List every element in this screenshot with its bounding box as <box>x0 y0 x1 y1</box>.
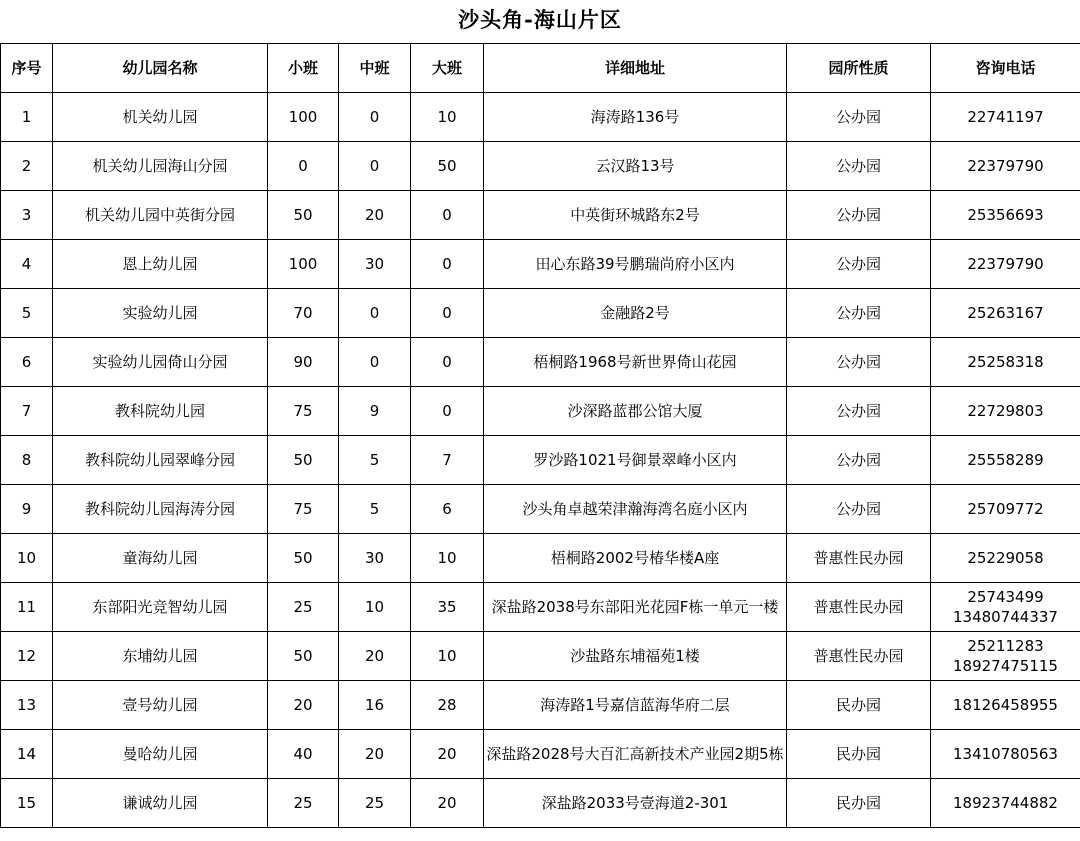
cell-large-class: 0 <box>411 338 484 387</box>
cell-large-class: 50 <box>411 142 484 191</box>
cell-type: 公办园 <box>787 289 931 338</box>
phone-number: 13480744337 <box>953 608 1058 626</box>
cell-kindergarten-name: 实验幼儿园 <box>53 289 268 338</box>
cell-kindergarten-name: 童海幼儿园 <box>53 534 268 583</box>
cell-type: 普惠性民办园 <box>787 632 931 681</box>
cell-small-class: 0 <box>268 142 339 191</box>
cell-kindergarten-name: 机关幼儿园海山分园 <box>53 142 268 191</box>
cell-kindergarten-name: 曼哈幼儿园 <box>53 730 268 779</box>
phone-number: 22741197 <box>967 107 1044 126</box>
cell-phone <box>931 191 1080 240</box>
cell-address: 深盐路2033号壹海道2-301 <box>484 779 787 828</box>
cell-large-class: 7 <box>411 436 484 485</box>
phone-number: 25211283 <box>967 637 1044 655</box>
cell-middle-class: 25 <box>339 779 411 828</box>
header-phone: 咨询电话 <box>931 44 1080 93</box>
cell-phone <box>931 436 1080 485</box>
table-row <box>1 485 1080 534</box>
cell-small-class: 90 <box>268 338 339 387</box>
cell-phone <box>931 485 1080 534</box>
cell-large-class: 0 <box>411 191 484 240</box>
phone-number: 22379790 <box>967 254 1044 273</box>
cell-middle-class: 5 <box>339 485 411 534</box>
cell-small-class: 25 <box>268 779 339 828</box>
cell-type: 公办园 <box>787 191 931 240</box>
cell-type: 民办园 <box>787 730 931 779</box>
header-type: 园所性质 <box>787 44 931 93</box>
cell-index: 6 <box>1 338 53 387</box>
cell-kindergarten-name: 壹号幼儿园 <box>53 681 268 730</box>
cell-middle-class: 5 <box>339 436 411 485</box>
cell-small-class: 50 <box>268 436 339 485</box>
cell-index: 11 <box>1 583 53 632</box>
header-name: 幼儿园名称 <box>53 44 268 93</box>
cell-address: 中英街环城路东2号 <box>484 191 787 240</box>
phone-number: 25263167 <box>967 303 1044 322</box>
table-row <box>1 387 1080 436</box>
table-row <box>1 93 1080 142</box>
cell-phone <box>931 583 1080 632</box>
table-row <box>1 240 1080 289</box>
phone-number: 25229058 <box>967 548 1044 567</box>
cell-address: 沙深路蓝郡公馆大厦 <box>484 387 787 436</box>
cell-index: 3 <box>1 191 53 240</box>
cell-index: 13 <box>1 681 53 730</box>
kindergarten-table <box>0 43 1080 828</box>
cell-middle-class: 0 <box>339 338 411 387</box>
cell-index: 1 <box>1 93 53 142</box>
phone-number: 22379790 <box>967 156 1044 175</box>
phone-number: 13410780563 <box>953 744 1058 763</box>
cell-kindergarten-name: 教科院幼儿园翠峰分园 <box>53 436 268 485</box>
cell-large-class: 0 <box>411 240 484 289</box>
cell-large-class: 10 <box>411 534 484 583</box>
cell-small-class: 100 <box>268 240 339 289</box>
cell-large-class: 35 <box>411 583 484 632</box>
cell-middle-class: 0 <box>339 142 411 191</box>
cell-middle-class: 20 <box>339 191 411 240</box>
phone-number: 22729803 <box>967 401 1044 420</box>
phone-number: 25709772 <box>967 499 1044 518</box>
cell-index: 2 <box>1 142 53 191</box>
cell-address: 海涛路136号 <box>484 93 787 142</box>
table-row <box>1 583 1080 632</box>
cell-middle-class: 16 <box>339 681 411 730</box>
phone-number: 25356693 <box>967 205 1044 224</box>
cell-middle-class: 0 <box>339 93 411 142</box>
cell-type: 公办园 <box>787 485 931 534</box>
cell-phone <box>931 632 1080 681</box>
phone-number: 25558289 <box>967 450 1044 469</box>
cell-kindergarten-name: 教科院幼儿园海涛分园 <box>53 485 268 534</box>
cell-type: 公办园 <box>787 387 931 436</box>
cell-address: 海涛路1号嘉信蓝海华府二层 <box>484 681 787 730</box>
cell-small-class: 50 <box>268 534 339 583</box>
cell-small-class: 25 <box>268 583 339 632</box>
header-middle-class: 中班 <box>339 44 411 93</box>
cell-small-class: 70 <box>268 289 339 338</box>
table-row <box>1 191 1080 240</box>
cell-small-class: 40 <box>268 730 339 779</box>
cell-small-class: 20 <box>268 681 339 730</box>
cell-phone <box>931 779 1080 828</box>
cell-kindergarten-name: 东埔幼儿园 <box>53 632 268 681</box>
cell-large-class: 10 <box>411 93 484 142</box>
cell-large-class: 28 <box>411 681 484 730</box>
table-row <box>1 338 1080 387</box>
cell-index: 8 <box>1 436 53 485</box>
cell-type: 普惠性民办园 <box>787 583 931 632</box>
cell-small-class: 100 <box>268 93 339 142</box>
phone-number: 25743499 <box>967 588 1044 606</box>
cell-middle-class: 20 <box>339 730 411 779</box>
cell-small-class: 50 <box>268 632 339 681</box>
phone-number: 18923744882 <box>953 793 1058 812</box>
cell-type: 公办园 <box>787 240 931 289</box>
cell-small-class: 75 <box>268 485 339 534</box>
table-row <box>1 142 1080 191</box>
cell-kindergarten-name: 教科院幼儿园 <box>53 387 268 436</box>
table-row <box>1 632 1080 681</box>
cell-middle-class: 9 <box>339 387 411 436</box>
cell-phone <box>931 387 1080 436</box>
cell-type: 公办园 <box>787 436 931 485</box>
cell-type: 民办园 <box>787 779 931 828</box>
cell-phone <box>931 93 1080 142</box>
cell-middle-class: 30 <box>339 240 411 289</box>
page-title: 沙头角-海山片区 <box>458 7 622 32</box>
cell-address: 梧桐路2002号椿华楼A座 <box>484 534 787 583</box>
cell-index: 15 <box>1 779 53 828</box>
cell-index: 7 <box>1 387 53 436</box>
cell-large-class: 0 <box>411 289 484 338</box>
table-row <box>1 779 1080 828</box>
cell-address: 沙盐路东埔福苑1楼 <box>484 632 787 681</box>
cell-kindergarten-name: 谦诚幼儿园 <box>53 779 268 828</box>
cell-type: 公办园 <box>787 142 931 191</box>
header-index: 序号 <box>1 44 53 93</box>
header-small-class: 小班 <box>268 44 339 93</box>
cell-kindergarten-name: 机关幼儿园 <box>53 93 268 142</box>
table-row <box>1 289 1080 338</box>
cell-address: 深盐路2038号东部阳光花园F栋一单元一楼 <box>484 583 787 632</box>
table-row <box>1 436 1080 485</box>
cell-large-class: 20 <box>411 730 484 779</box>
cell-middle-class: 10 <box>339 583 411 632</box>
cell-phone <box>931 289 1080 338</box>
cell-small-class: 75 <box>268 387 339 436</box>
cell-phone <box>931 681 1080 730</box>
cell-address: 沙头角卓越荣津瀚海湾名庭小区内 <box>484 485 787 534</box>
cell-address: 深盐路2028号大百汇高新技术产业园2期5栋 <box>484 730 787 779</box>
phone-number: 18927475115 <box>953 657 1058 675</box>
cell-large-class: 10 <box>411 632 484 681</box>
cell-middle-class: 30 <box>339 534 411 583</box>
cell-index: 12 <box>1 632 53 681</box>
cell-kindergarten-name: 实验幼儿园倚山分园 <box>53 338 268 387</box>
table-row <box>1 534 1080 583</box>
table-body <box>1 93 1080 828</box>
cell-index: 10 <box>1 534 53 583</box>
cell-kindergarten-name: 恩上幼儿园 <box>53 240 268 289</box>
table-row <box>1 681 1080 730</box>
cell-type: 公办园 <box>787 93 931 142</box>
cell-address: 梧桐路1968号新世界倚山花园 <box>484 338 787 387</box>
cell-index: 4 <box>1 240 53 289</box>
cell-large-class: 0 <box>411 387 484 436</box>
cell-phone <box>931 142 1080 191</box>
cell-index: 9 <box>1 485 53 534</box>
cell-address: 云汉路13号 <box>484 142 787 191</box>
cell-middle-class: 0 <box>339 289 411 338</box>
cell-type: 民办园 <box>787 681 931 730</box>
cell-type: 普惠性民办园 <box>787 534 931 583</box>
cell-phone <box>931 730 1080 779</box>
cell-kindergarten-name: 东部阳光竞智幼儿园 <box>53 583 268 632</box>
cell-middle-class: 20 <box>339 632 411 681</box>
cell-small-class: 50 <box>268 191 339 240</box>
cell-phone <box>931 338 1080 387</box>
cell-phone <box>931 534 1080 583</box>
table-row <box>1 730 1080 779</box>
cell-address: 罗沙路1021号御景翠峰小区内 <box>484 436 787 485</box>
cell-address: 田心东路39号鹏瑞尚府小区内 <box>484 240 787 289</box>
cell-type: 公办园 <box>787 338 931 387</box>
header-large-class: 大班 <box>411 44 484 93</box>
cell-index: 14 <box>1 730 53 779</box>
header-address: 详细地址 <box>484 44 787 93</box>
cell-phone <box>931 240 1080 289</box>
cell-large-class: 20 <box>411 779 484 828</box>
cell-kindergarten-name: 机关幼儿园中英街分园 <box>53 191 268 240</box>
header-row <box>1 44 1080 93</box>
phone-number: 18126458955 <box>953 695 1058 714</box>
cell-large-class: 6 <box>411 485 484 534</box>
cell-address: 金融路2号 <box>484 289 787 338</box>
cell-index: 5 <box>1 289 53 338</box>
phone-number: 25258318 <box>967 352 1044 371</box>
